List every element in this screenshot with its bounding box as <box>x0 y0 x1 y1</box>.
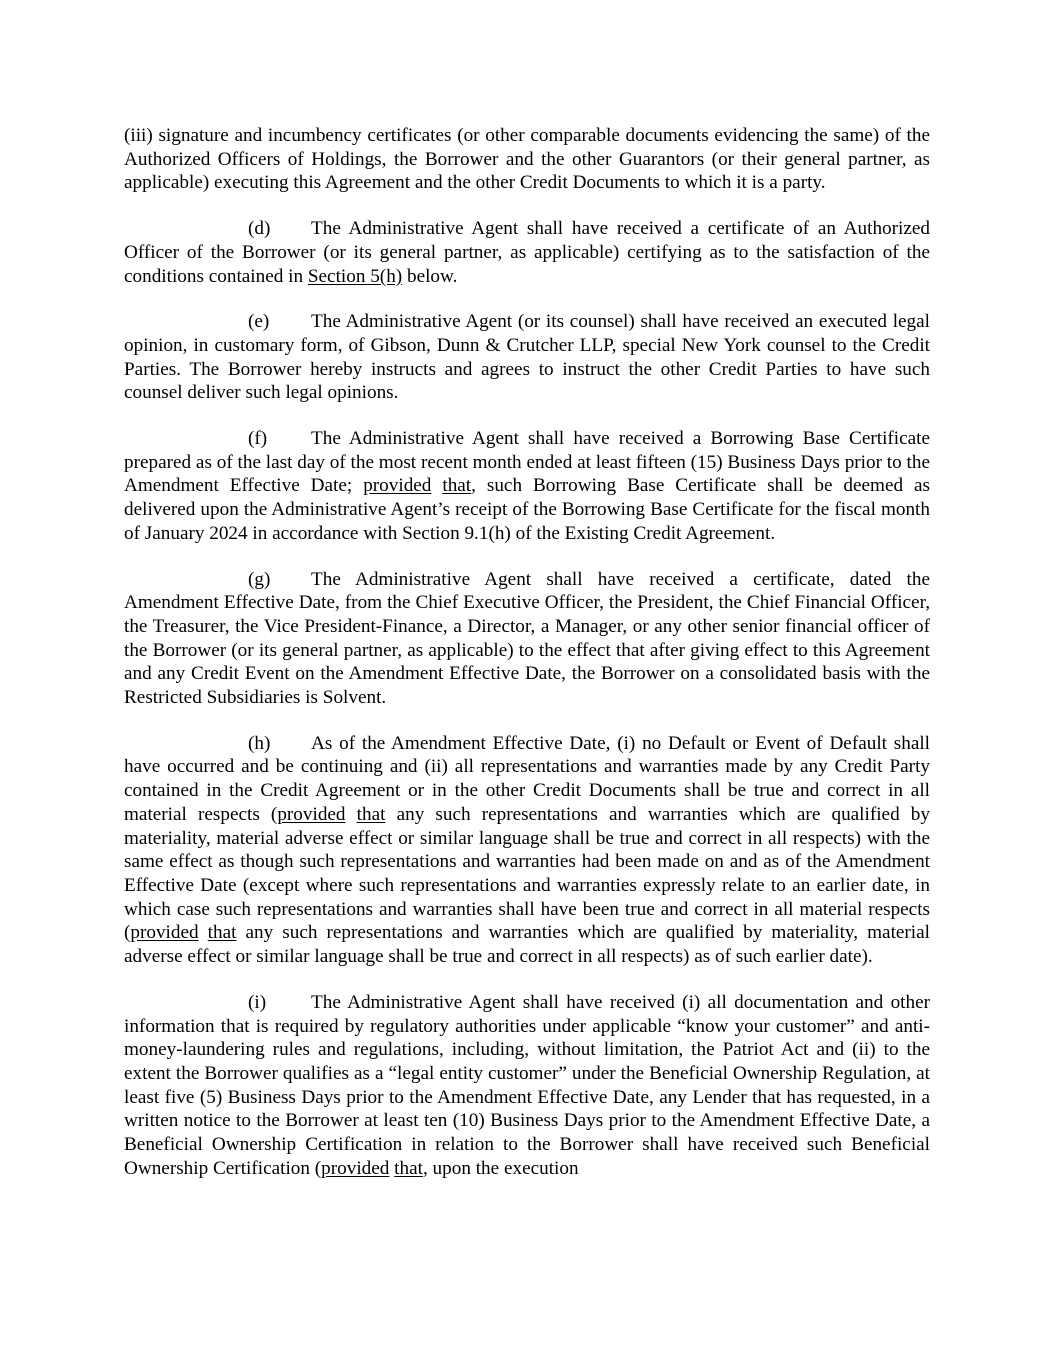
paragraph-text: any such representations and warranties which are qualified by materiality, material adverse effect or similar language shall be true and correct in all respects) as of such earlier date). <box>124 922 930 968</box>
document-page <box>124 124 930 1202</box>
paragraph-label: (h) <box>248 732 271 754</box>
paragraph-e <box>124 310 930 405</box>
paragraph-text: any such representations and warranties which are qualified by materiality, material adverse effect or similar language shall be true and correct in all respects) with the same effect as though such representations and warranties had been made on and as of the Amendment Effective Date (except where such representations and warranties expressly relate to an earlier date, in which case such representations and warranties shall have been true and correct in all material respects ( <box>124 803 930 944</box>
underlined-term: provided <box>277 803 346 825</box>
paragraph-text: The Administrative Agent shall have received a certificate of an Authorized Officer of the Borrower (or its general partner, as applicable) certifying as to the satisfaction of the conditions contained in <box>124 218 930 287</box>
paragraph-text <box>431 475 442 496</box>
paragraph-text <box>199 922 208 943</box>
paragraph-d <box>124 217 930 288</box>
underlined-term: that <box>442 475 472 497</box>
paragraph-label: (d) <box>248 218 271 240</box>
paragraph-text: As of the Amendment Effective Date, (i) no Default or Event of Default shall have occurred and be continuing and (ii) all representations and warranties made by any Credit Party contained in the Credit Agreement or in the other Credit Documents shall be true and correct in all material respects ( <box>124 732 930 825</box>
paragraph-text: The Administrative Agent shall have received a certificate, dated the Amendment Effective Date, from the Chief Executive Officer, the President, the Chief Financial Officer, the Treasurer, the Vice President-Finance, a Director, a Manager, or any other senior financial officer of the Borrower (or its general partner, as applicable) to the effect that after giving effect to this Agreement and any Credit Event on the Amendment Effective Date, the Borrower on a consolidated basis with the Restricted Subsidiaries is Solvent. <box>124 568 930 709</box>
paragraph-label: (i) <box>248 991 267 1013</box>
section-reference: Section 5(h) <box>307 265 403 287</box>
paragraph-label: (g) <box>248 568 271 590</box>
underlined-term: that <box>356 803 386 825</box>
paragraph-label: (e) <box>248 311 270 333</box>
paragraph-g <box>124 568 930 710</box>
paragraph-text: The Administrative Agent shall have received (i) all documentation and other information that is required by regulatory authorities under applicable “know your customer” and anti-money-laundering rules and regulations, including, without limitation, the Patriot Act and (ii) to the extent the Borrower qualifies as a “legal entity customer” under the Beneficial Ownership Regulation, at least five (5) Business Days prior to the Amendment Effective Date, any Lender that has requested, in a written notice to the Borrower at least ten (10) Business Days prior to the Amendment Effective Date, a Beneficial Ownership Certification in relation to the Borrower shall have received such Beneficial Ownership Certification ( <box>124 991 930 1179</box>
paragraph-text: The Administrative Agent (or its counsel) shall have received an executed legal opinion, in customary form, of Gibson, Dunn & Crutcher LLP, special New York counsel to the Credit Parties. The Borrower hereby instructs and agrees to instruct the other Credit Parties to have such counsel deliver such legal opinions. <box>124 311 930 404</box>
paragraph-i <box>124 991 930 1181</box>
paragraph-text: The Administrative Agent shall have received a Borrowing Base Certificate prepared as of the last day of the most recent month ended at least fifteen (15) Business Days prior to the Amendment Effective Date; <box>124 428 930 497</box>
paragraph-iii-continuation <box>124 124 930 195</box>
underlined-term: that <box>394 1157 423 1179</box>
underlined-term: provided <box>130 922 199 944</box>
underlined-term: that <box>207 922 237 944</box>
paragraph-f <box>124 427 930 546</box>
paragraph-label: (f) <box>248 428 268 450</box>
paragraph-text <box>346 804 357 825</box>
paragraph-text: below. <box>402 265 458 287</box>
paragraph-text: (iii) signature and incumbency certificates (or other comparable documents evidencing the same) of the Authorized Officers of Holdings, the Borrower and the other Guarantors (or their general partner, as applicable) executing this Agreement and the other Credit Documents to which it is a party. <box>124 125 930 194</box>
paragraph-h <box>124 732 930 969</box>
underlined-term: provided <box>321 1157 390 1179</box>
underlined-term: provided <box>363 475 432 497</box>
paragraph-text: , such Borrowing Base Certificate shall be deemed as delivered upon the Administrative Agent’s receipt of the Borrowing Base Certificate for the fiscal month of January 2024 in accordance with Section 9.1(h) of the Existing Credit Agreement. <box>124 475 931 544</box>
paragraph-text: , upon the execution <box>422 1157 579 1179</box>
